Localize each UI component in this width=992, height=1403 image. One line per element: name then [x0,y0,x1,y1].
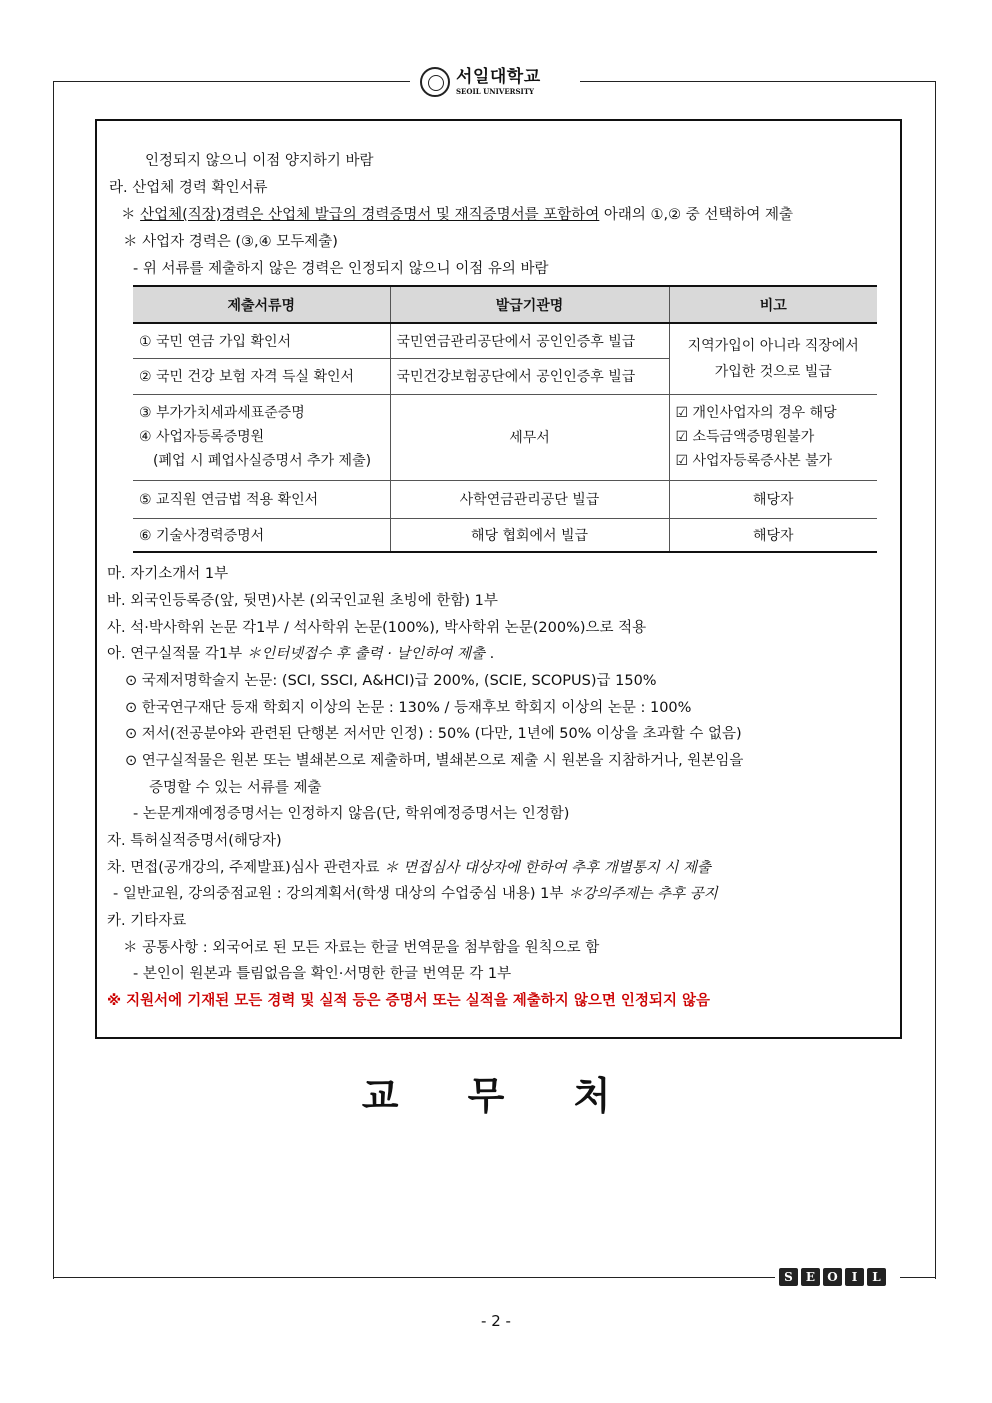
table-cell: ⑤ 교직원 연금법 적용 확인서 [133,480,390,518]
table-cell: ② 국민 건강 보험 자격 득실 확인서 [133,358,390,394]
table-header: 제출서류명 [133,286,390,323]
table-cell: 해당 협회에서 빌급 [390,518,669,552]
text-line: 인정되지 않으니 이점 양지하기 바람 [145,153,374,169]
seoil-letter: S [779,1268,798,1286]
seoil-letter: I [845,1268,864,1286]
seoil-letter: O [823,1268,842,1286]
text-line: 사. 석·박사학위 논문 각1부 / 석사학위 논문(100%), 박사학위 논문(200%)으로 적용 [107,620,647,636]
text-line: 바. 외국인등록증(앞, 뒷면)사본 (외국인교원 초빙에 한함) 1부 [107,593,498,609]
text-line: - 본인이 원본과 틀림없음을 확인·서명한 한글 번역문 각 1부 [133,966,512,982]
table-cell: ① 국민 연금 가입 확인서 [133,323,390,358]
text-line: 자. 특허실적증명서(해당자) [107,833,282,849]
logo-korean: 서일대학교 [456,67,541,87]
table-cell: 해당자 [669,518,877,552]
text-line: - 위 서류를 제출하지 않은 경력은 인정되지 않으니 이점 유의 바람 [133,261,549,277]
logo-english: SEOIL UNIVERSITY [456,87,535,96]
table-cell: 지역가입이 아니라 직장에서 가입한 것으로 빌급 [669,323,877,394]
page-number: - 2 - [481,1312,511,1330]
bullet-item-cont: 증명할 수 있는 서류를 제출 [149,780,322,796]
table-header: 발급기관명 [390,286,669,323]
table-cell: 국민연금관리공단에서 공인인증후 빌급 [390,323,669,358]
text-line: - 일반교원, 강의중점교원 : 강의계획서(학생 대상의 수업중심 내용) 1부 ＊강의주제는 추후 공지 [113,886,718,902]
seal-icon [420,67,450,97]
notice-text: ※ 지원서에 기재된 모든 경력 및 실적 등은 증명서 또는 실적을 제출하지 않으면 인정되지 않음 [107,993,711,1009]
documents-table [133,285,877,553]
frame-bottom-line [53,1277,775,1278]
text-line: 아. 연구실적물 각1부 ＊인터넷접수 후 출력 · 날인하여 제출 . [107,646,495,662]
bullet-item: ⊙ 연구실적물은 원본 또는 별쇄본으로 제출하며, 별쇄본으로 제출 시 원본을 지참하거나, 원본임을 [125,753,744,769]
table-cell: 세무서 [390,394,669,480]
text-line: ＊ 산업체(직장)경력은 산업체 발급의 경력증명서 및 재직증명서를 포함하여 아래의 ①,② 중 선택하여 제출 [121,207,794,223]
section-heading: 라. 산업체 경력 확인서류 [109,180,268,196]
seoil-letter: E [801,1268,820,1286]
text-line: ＊ 사업자 경력은 (③,④ 모두제출) [123,234,338,250]
table-cell: ③ 부가가치세과세표준증명 ④ 사업자등록증명원 (폐업 시 폐업사실증명서 추가 제출) [133,394,390,480]
text-line: - 논문게재예정증명서는 인정하지 않음(단, 학위예정증명서는 인정함) [133,806,570,822]
seoil-letter: L [867,1268,886,1286]
bullet-item: ⊙ 국제저명학술지 논문: (SCI, SSCI, A&HCI)급 200%, (SCIE, SCOPUS)급 150% [125,673,657,689]
university-logo [410,64,580,100]
bullet-item: ⊙ 한국연구재단 등재 학회지 이상의 논문 : 130% / 등재후보 학회지 이상의 논문 : 100% [125,700,692,716]
table-cell: ⑥ 기술사경력증명서 [133,518,390,552]
table-cell: 사학연금관리공단 빌급 [390,480,669,518]
table-cell: 해당자 [669,480,877,518]
bullet-item: ⊙ 저서(전공분야와 관련된 단행본 저서만 인정) : 50% (다만, 1년에 50% 이상을 초과할 수 없음) [125,726,742,742]
text-line: 카. 기타자료 [107,913,187,929]
text-line: 마. 자기소개서 1부 [107,566,229,582]
text-line: 차. 면접(공개강의, 주제발표)심사 관련자료 ＊ 면접심사 대상자에 한하여 추후 개별통지 시 제출 [107,860,711,876]
table-cell: 국민건강보험공단에서 공인인증후 빌급 [390,358,669,394]
table-cell: ☑ 개인사업자의 경우 해당 ☑ 소득금액증명원불가 ☑ 사업자등록증사본 불가 [669,394,877,480]
table-header: 비고 [669,286,877,323]
frame-bottom-line-right [900,1277,935,1278]
text-line: ＊ 공통사항 : 외국어로 된 모든 자료는 한글 번역문을 첨부함을 원칙으로 함 [123,940,600,956]
office-name: 교 무 처 [361,1073,639,1118]
seoil-badge [779,1268,886,1286]
